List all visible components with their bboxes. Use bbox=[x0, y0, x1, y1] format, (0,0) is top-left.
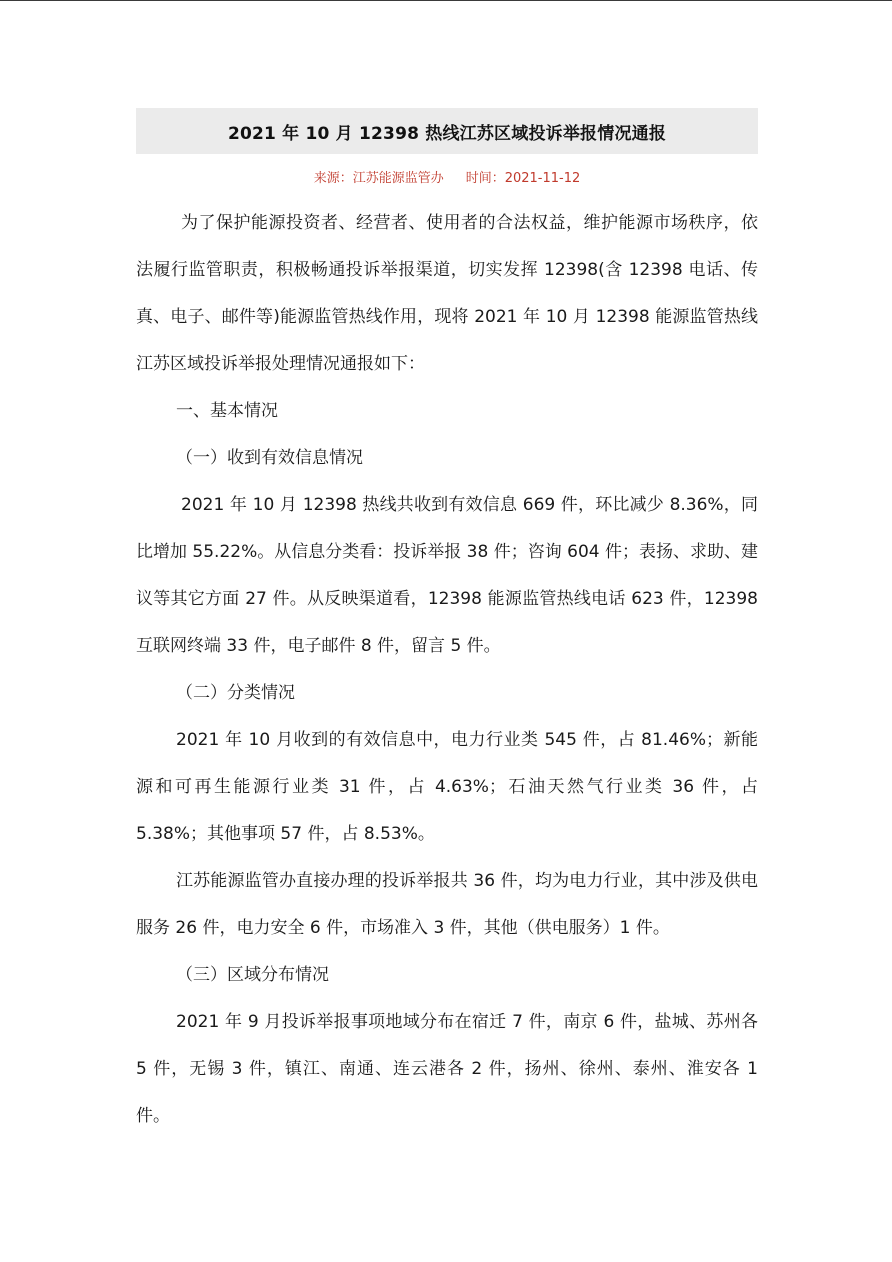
paragraph-classification: 2021 年 10 月收到的有效信息中，电力行业类 545 件，占 81.46%；新能源和可再生能源行业类 31 件，占 4.63%；石油天然气行业类 36 件，占 5.38%；其他事项 57 件，占 8.53%。 bbox=[136, 730, 758, 844]
document-meta bbox=[136, 167, 758, 186]
paragraph-valid-info: 2021 年 10 月 12398 热线共收到有效信息 669 件，环比减少 8.36%，同比增加 55.22%。从信息分类看：投诉举报 38 件；咨询 604 件；表扬、求助、建议等其它方面 27 件。从反映渠道看，12398 能源监管热线电话 623 件，12398 互联网终端 33 件，电子邮件 8 件，留言 5 件。 bbox=[136, 495, 758, 656]
paragraph-regional: 2021 年 9 月投诉举报事项地域分布在宿迁 7 件，南京 6 件，盐城、苏州各 5 件，无锡 3 件，镇江、南通、连云港各 2 件，扬州、徐州、泰州、淮安各 1 件。 bbox=[136, 1012, 758, 1126]
paragraph-direct-handling: 江苏能源监管办直接办理的投诉举报共 36 件，均为电力行业，其中涉及供电服务 26 件，电力安全 6 件，市场准入 3 件，其他（供电服务）1 件。 bbox=[136, 871, 758, 938]
subsection-heading-regional: （三）区域分布情况 bbox=[176, 965, 329, 985]
intro-paragraph: 为了保护能源投资者、经营者、使用者的合法权益，维护能源市场秩序，依法履行监管职责，积极畅通投诉举报渠道，切实发挥 12398(含 12398 电话、传真、电子、邮件等)能源监管热线作用，现将 2021 年 10 月 12398 能源监管热线江苏区域投诉举报处理情况通报如下： bbox=[136, 213, 758, 374]
page-top-border bbox=[0, 0, 892, 1]
subsection-heading-classification: （二）分类情况 bbox=[176, 683, 295, 703]
source-label: 来源：江苏能源监管办 bbox=[313, 171, 444, 186]
document-title: 2021 年 10 月 12398 热线江苏区域投诉举报情况通报 bbox=[227, 123, 667, 144]
title-bar bbox=[136, 108, 758, 154]
subsection-heading-valid-info: （一）收到有效信息情况 bbox=[176, 448, 363, 468]
section-heading-basic: 一、基本情况 bbox=[176, 401, 278, 421]
time-label: 时间：2021-11-12 bbox=[465, 171, 581, 186]
document-page bbox=[136, 108, 758, 1140]
document-body bbox=[136, 200, 758, 1140]
